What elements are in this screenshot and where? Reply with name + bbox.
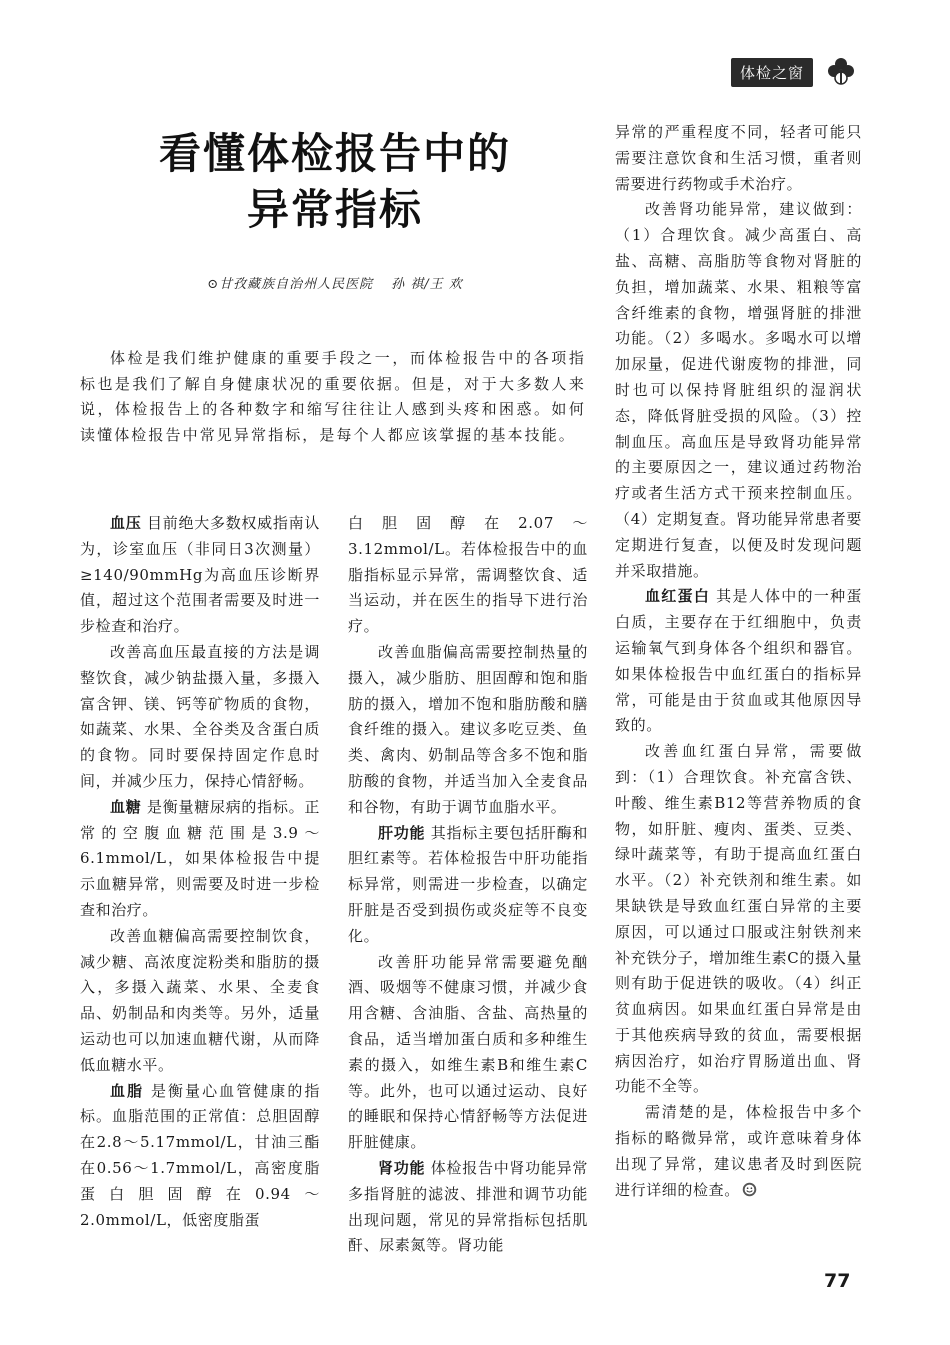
paragraph: 改善血糖偏高需要控制饮食，减少糖、高浓度淀粉类和脂肪的摄入，多摄入蔬菜、水果、全麦食品、奶制品和肉类等。另外，适量运动也可以加速血糖代谢，从而降低血糖水平。 [80, 926, 320, 1074]
keyword-blood-pressure: 血压 [110, 514, 142, 532]
column-3 [615, 120, 862, 1203]
keyword-blood-glucose: 血糖 [110, 797, 142, 816]
paragraph-text: 目前绝大多数权威指南认为，诊室血压（非同日3次测量）≥140/90mmHg为高血压诊断界值，超过这个范围者需要及时进一步检查和治疗。 [80, 514, 320, 636]
title-line-2: 异常指标 [246, 185, 423, 234]
closing-text: 需清楚的是，体检报告中多个指标的略微异常，或许意味着身体出现了异常，建议患者及时到医院进行详细的检查。 [615, 1103, 862, 1199]
paragraph [615, 1100, 862, 1203]
column-1 [80, 511, 320, 1233]
section-label: 体检之窗 [731, 58, 813, 87]
abstract: 体检是我们维护健康的重要手段之一，而体检报告中的各项指标也是我们了解自身健康状况的重要依据。但是，对于大多数人来说，体检报告上的各种数字和缩写往往让人感到头疼和困惑。如何读懂体检报告中常见异常指标，是每个人都应该掌握的基本技能。 [80, 349, 586, 444]
paragraph-text: 是衡量糖尿病的指标。正常的空腹血糖范围是3.9～6.1mmol/L，如果体检报告中提示血糖异常，则需要及时进一步检查和治疗。 [80, 797, 320, 919]
title-line-1: 看懂体检报告中的 [158, 129, 511, 178]
author-names: 孙 祺/王 欢 [391, 277, 463, 292]
page-number: 77 [824, 1270, 851, 1292]
author-org: 甘孜藏族自治州人民医院 [219, 277, 374, 292]
author-line [80, 273, 590, 292]
paragraph [615, 584, 862, 739]
paragraph [80, 795, 320, 924]
paragraph [348, 821, 588, 950]
keyword-kidney-function: 肾功能 [378, 1158, 426, 1177]
paragraph: 改善肾功能异常，建议做到：（1）合理饮食。减少高蛋白、高盐、高糖、高脂肪等食物对肾脏的负担，增加蔬菜、水果、粗粮等富含纤维素的食物，增强肾脏的排泄功能。（2）多喝水。多喝水可以增加尿量，促进代谢废物的排泄，同时也可以保持肾脏组织的湿润状态，降低肾脏受损的风险。（3）控制血压。高血压是导致肾功能异常的主要原因之一，建议通过药物治疗或者生活方式干预来控制血压。（4）定期复查。肾功能异常患者要定期进行复查，以便及时发现问题并采取措施。 [615, 200, 862, 580]
paragraph [80, 1079, 320, 1234]
paragraph: 白胆固醇在2.07～3.12mmol/L。若体检报告中的血脂指标显示异常，需调整饮食、适当运动，并在医生的指导下进行治疗。 [348, 514, 588, 636]
keyword-liver-function: 肝功能 [378, 823, 426, 842]
clover-icon [826, 56, 856, 86]
paragraph [80, 511, 320, 640]
paragraph-text: 体检报告中肾功能异常多指肾脏的滤波、排泄和调节功能出现问题，常见的异常指标包括肌酐、尿素氮等。肾功能 [348, 1158, 588, 1255]
smiley-end-icon [742, 1182, 757, 1197]
paragraph-text: 其指标主要包括肝酶和胆红素等。若体检报告中肝功能指标异常，则需进一步检查，以确定肝脏是否受到损伤或炎症等不良变化。 [348, 823, 588, 945]
paragraph-text: 其是人体中的一种蛋白质，主要存在于红细胞中，负责运输氧气到身体各个组织和器官。如果体检报告中血红蛋白的指标异常，可能是由于贫血或其他原因导致的。 [615, 587, 862, 735]
paragraph [348, 1156, 588, 1259]
paragraph: 改善血红蛋白异常，需要做到：（1）合理饮食。补充富含铁、叶酸、维生素B12等营养物质的食物，如肝脏、瘦肉、蛋类、豆类、绿叶蔬菜等，有助于提高血红蛋白水平。（2）补充铁剂和维生素。如果缺铁是导致血红蛋白异常的主要原因，可以通过口服或注射铁剂来补充铁分子，增加维生素C的摄入量则有助于促进铁的吸收。（4）纠正贫血病因。如果血红蛋白异常是由于其他疾病导致的贫血，需要根据病因治疗，如治疗胃肠道出血、肾功能不全等。 [615, 742, 862, 1096]
column-2 [348, 511, 588, 1259]
paragraph-text: 是衡量心血管健康的指标。血脂范围的正常值：总胆固醇在2.8～5.17mmol/L，甘油三酯在0.56～1.7mmol/L，高密度脂蛋白胆固醇在0.94～2.0mmol/L，低密度脂蛋 [80, 1081, 320, 1229]
paragraph: 改善高血压最直接的方法是调整饮食，减少钠盐摄入量，多摄入富含钾、镁、钙等矿物质的食物，如蔬菜、水果、全谷类及含蛋白质的食物。同时要保持固定作息时间，并减少压力，保持心情舒畅。 [80, 642, 320, 790]
keyword-hemoglobin: 血红蛋白 [645, 587, 711, 606]
keyword-blood-lipid: 血脂 [110, 1081, 145, 1100]
article-title [80, 126, 590, 238]
author-marker: ⊙ [207, 277, 220, 292]
paragraph: 改善肝功能异常需要避免酗酒、吸烟等不健康习惯，并减少食用含糖、含油脂、含盐、高热量的食品，适当增加蛋白质和多种维生素的摄入，如维生素B和维生素C等。此外，也可以通过运动、良好的睡眠和保持心情舒畅等方法促进肝脏健康。 [348, 952, 588, 1152]
paragraph: 改善血脂偏高需要控制热量的摄入，减少脂肪、胆固醇和饱和脂肪的摄入，增加不饱和脂肪酸和膳食纤维的摄入。建议多吃豆类、鱼类、禽肉、奶制品等含多不饱和脂肪酸的食物，并适当加入全麦食品和谷物，有助于调节血脂水平。 [348, 642, 588, 816]
paragraph: 异常的严重程度不同，轻者可能只需要注意饮食和生活习惯，重者则需要进行药物或手术治疗。 [615, 123, 862, 193]
